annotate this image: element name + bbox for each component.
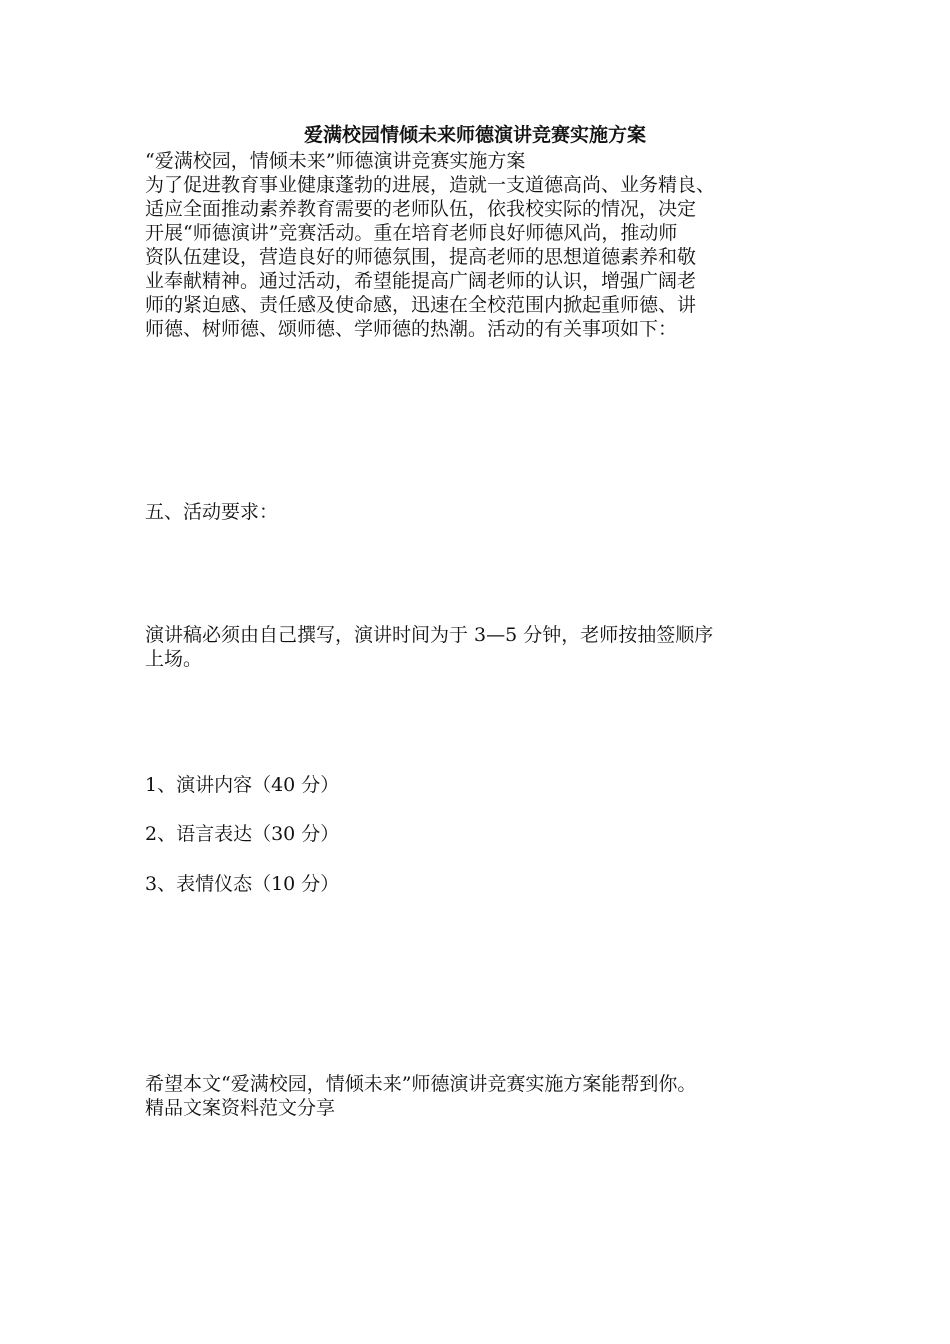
intro-line: 为了促进教育事业健康蓬勃的进展，造就一支道德高尚、业务精良、 (145, 174, 716, 196)
intro-line: 适应全面推动素养教育需要的老师队伍，依我校实际的情况，决定 (145, 198, 697, 220)
intro-line: 业奉献精神。通过活动，希望能提高广阔老师的认识，增强广阔老 (145, 270, 697, 292)
criteria-item (145, 822, 815, 846)
criteria-item (145, 773, 815, 797)
intro-line: 开展“师德演讲”竞赛活动。重在培育老师良好师德风尚，推动师 (145, 222, 678, 244)
section-heading (145, 500, 815, 524)
criteria-text: 2、语言表达（30 分） (145, 823, 340, 845)
document-title: 爱满校园情倾未来师德演讲竞赛实施方案 (303, 124, 646, 146)
criteria-item (145, 872, 815, 896)
requirement-line: 上场。 (145, 648, 203, 670)
requirement-line: 演讲稿必须由自己撰写，演讲时间为于 3—5 分钟，老师按抽签顺序 (145, 624, 714, 646)
intro-paragraph (145, 149, 815, 341)
closing-line: 精品文案资料范文分享 (145, 1097, 336, 1119)
closing-paragraph (145, 1072, 815, 1120)
closing-line: 希望本文“爱满校园，情倾未来”师德演讲竞赛实施方案能帮到你。 (145, 1073, 697, 1095)
criteria-text: 3、表情仪态（10 分） (145, 873, 340, 895)
document-subtitle: “爱满校园，情倾未来”师德演讲竞赛实施方案 (145, 150, 526, 172)
criteria-text: 1、演讲内容（40 分） (145, 774, 340, 796)
intro-line: 师的紧迫感、责任感及使命感，迅速在全校范围内掀起重师德、讲 (145, 294, 697, 316)
section-heading-text: 五、活动要求： (145, 501, 279, 523)
requirement-paragraph (145, 623, 815, 671)
intro-line: 师德、树师德、颂师德、学师德的热潮。活动的有关事项如下： (145, 318, 678, 340)
intro-line: 资队伍建设，营造良好的师德氛围，提高老师的思想道德素养和敬 (145, 246, 697, 268)
